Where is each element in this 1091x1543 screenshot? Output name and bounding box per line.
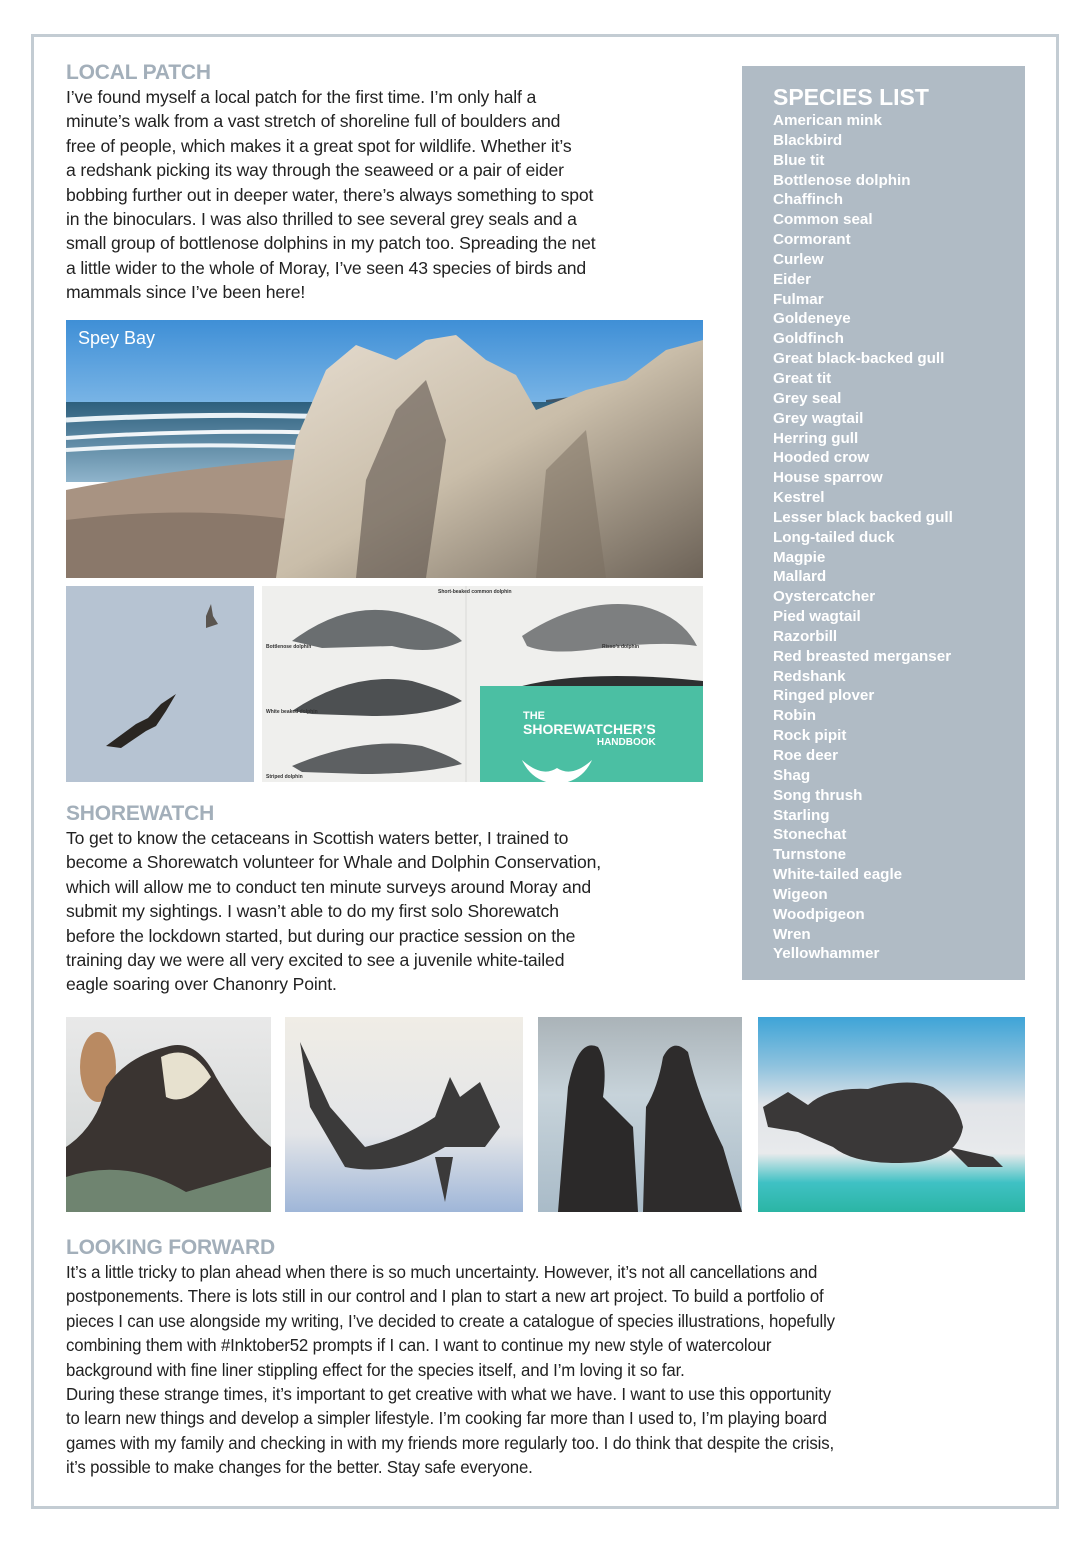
handbook-photo: [262, 586, 703, 782]
eagle-icon: [106, 694, 176, 748]
species-item: Turnstone: [773, 846, 847, 864]
species-list-title: SPECIES LIST: [773, 84, 929, 110]
species-item: Fulmar: [773, 290, 824, 308]
dolphin-label: Bottlenose dolphin: [266, 644, 312, 650]
species-list-panel: [742, 66, 1025, 980]
species-item: Chaffinch: [773, 191, 844, 209]
dolphin-label: Striped dolphin: [266, 774, 303, 780]
text-line: in the binoculars. I was also thrilled to see several grey seals and a: [66, 209, 577, 230]
species-item: Bottlenose dolphin: [773, 171, 911, 189]
text-line: To get to know the cetaceans in Scottish waters better, I trained to: [66, 828, 569, 848]
seal-illustration: [758, 1017, 1025, 1212]
species-item: Roe deer: [773, 747, 838, 764]
elephant-seals-illustration: [538, 1017, 742, 1212]
text-line: eagle soaring over Chanonry Point.: [66, 974, 337, 995]
species-item: Blue tit: [773, 151, 825, 169]
text-line: background with fine liner stippling effect for the species itself, and I’m loving it so far.: [66, 1359, 685, 1380]
species-list: [773, 111, 953, 964]
species-item: Goldfinch: [773, 330, 844, 348]
text-line: submit my sightings. I wasn’t able to do my first solo Shorewatch: [66, 901, 559, 922]
heading-shorewatch: SHOREWATCH: [66, 802, 215, 825]
text-line: become a Shorewatch volunteer for Whale and Dolphin Conservation,: [66, 852, 601, 873]
species-item: Robin: [773, 707, 817, 725]
species-item: Magpie: [773, 548, 826, 566]
species-item: Long-tailed duck: [773, 528, 895, 546]
species-item: Herring gull: [773, 429, 859, 447]
species-item: Goldeneye: [773, 310, 851, 328]
species-item: Great tit: [773, 369, 832, 387]
text-line: which will allow me to conduct ten minute surveys around Moray and: [66, 876, 592, 897]
text-line: pieces I can use alongside my writing, I’ve decided to create a catalogue of species illustrations, hopefully: [66, 1310, 835, 1331]
heading-looking-forward: LOOKING FORWARD: [66, 1236, 275, 1259]
shorewatch-text: [66, 826, 601, 997]
species-item: House sparrow: [773, 469, 883, 487]
species-item: Kestrel: [773, 489, 825, 507]
text-line: mammals since I’ve been here!: [66, 282, 306, 303]
species-item: Lesser black backed gull: [773, 508, 953, 526]
photo-caption: Spey Bay: [78, 328, 156, 348]
gull-icon: [206, 604, 218, 628]
text-line: small group of bottlenose dolphins in my patch too. Spreading the net: [66, 233, 596, 254]
text-line: minute’s walk from a vast stretch of shoreline full of boulders and: [66, 111, 561, 132]
text-line: games with my family and checking in with my friends more regularly too. I do think that despite the crisis,: [66, 1432, 835, 1453]
text-line: training day we were all very excited to see a juvenile white-tailed: [66, 950, 565, 971]
species-item: Razorbill: [773, 627, 838, 645]
text-line: a little wider to the whole of Moray, I’ve seen 43 species of birds and: [66, 257, 587, 278]
species-item: Red breasted merganser: [773, 647, 952, 665]
text-line: free of people, which makes it a great spot for wildlife. Whether it’s: [66, 135, 572, 156]
species-item: Grey seal: [773, 389, 842, 407]
looking-forward-text: [66, 1260, 835, 1480]
species-item: Wigeon: [773, 885, 828, 903]
species-item: Stonechat: [773, 826, 847, 844]
dolphin-label: Short-beaked common dolphin: [438, 589, 512, 595]
dolphin-label: Risso’s dolphin: [602, 644, 640, 650]
species-item: Curlew: [773, 250, 824, 268]
local-patch-text: [66, 85, 596, 305]
text-line: postponements. There is lots still in our control and I plan to start a new art project. To build a portfolio of: [66, 1286, 824, 1307]
species-item: American mink: [773, 112, 882, 129]
species-item: Great black-backed gull: [773, 350, 945, 368]
handbook-title: THE SHOREWATCHER’S HANDBOOK: [523, 710, 656, 748]
species-item: White-tailed eagle: [773, 866, 903, 884]
species-item: Woodpigeon: [773, 905, 865, 923]
species-item: Mallard: [773, 568, 827, 586]
handbook-cover: [480, 686, 703, 782]
whale-tail-icon: [522, 756, 592, 782]
species-item: Pied wagtail: [773, 608, 861, 626]
otter-illustration: [66, 1017, 271, 1212]
hammerhead-illustration: [285, 1017, 523, 1212]
species-item: Grey wagtail: [773, 409, 864, 427]
species-item: Ringed plover: [773, 687, 875, 705]
text-line: before the lockdown started, but during our practice session on the: [66, 925, 576, 946]
species-item: Blackbird: [773, 131, 843, 149]
text-line: combining them with #Inktober52 prompts if I can. I want to continue my new style of watercolour: [66, 1335, 772, 1356]
species-item: Yellowhammer: [773, 945, 880, 963]
eagle-photo: [66, 586, 254, 782]
species-item: Starling: [773, 806, 830, 824]
text-line: to learn new things and develop a simpler lifestyle. I’m cooking far more than I used to, I’m playing board: [66, 1408, 827, 1429]
text-line: a redshank picking its way through the seaweed or a pair of eider: [66, 160, 564, 181]
heading-local-patch: LOCAL PATCH: [66, 61, 211, 84]
species-item: Rock pipit: [773, 727, 847, 745]
species-item: Redshank: [773, 667, 846, 685]
species-item: Oystercatcher: [773, 588, 876, 606]
species-item: Hooded crow: [773, 449, 870, 467]
species-item: Shag: [773, 766, 811, 784]
species-item: Wren: [773, 925, 811, 943]
text-line: I’ve found myself a local patch for the first time. I’m only half a: [66, 87, 537, 107]
dolphin-label: White beaked dolphin: [266, 709, 318, 715]
spey-bay-photo: [66, 320, 703, 578]
species-item: Song thrush: [773, 786, 863, 804]
text-line: During these strange times, it’s important to get creative with what we have. I want to use this opportunity: [66, 1384, 831, 1405]
species-item: Cormorant: [773, 231, 851, 249]
text-line: bobbing further out in deeper water, there’s always something to spot: [66, 184, 594, 205]
species-item: Eider: [773, 270, 811, 288]
text-line: It’s a little tricky to plan ahead when there is so much uncertainty. However, it’s not all cancellations and: [66, 1262, 818, 1282]
species-item: Common seal: [773, 211, 873, 229]
text-line: it’s possible to make changes for the better. Stay safe everyone.: [66, 1457, 533, 1478]
